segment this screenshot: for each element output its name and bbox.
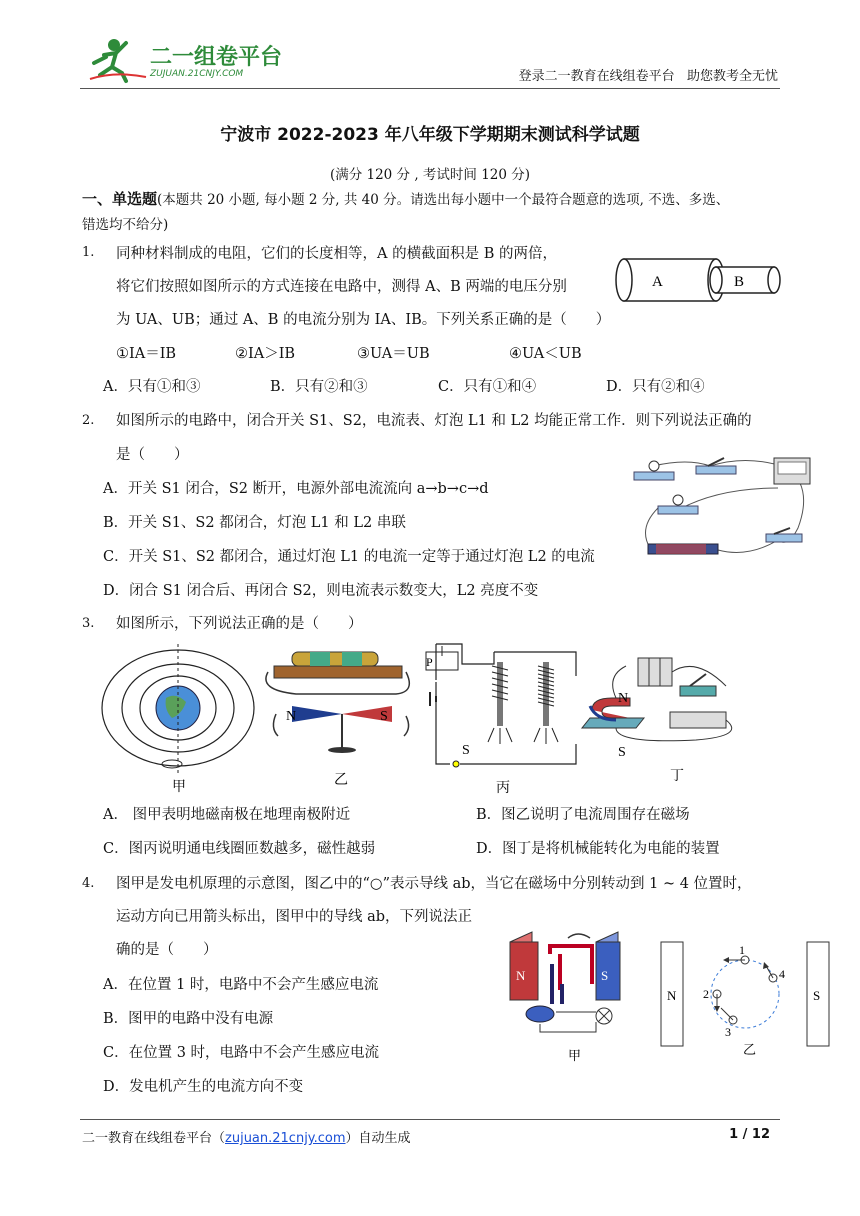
q3-stem-1: 如图所示，下列说法正确的是（ ）: [116, 616, 363, 632]
q2-number: 2.: [82, 413, 95, 428]
q4-option-d[interactable]: D．发电机产生的电流方向不变: [103, 1079, 304, 1095]
q1-statement-4: ④UA＜UB: [509, 346, 582, 362]
q1-stem-3: 为 UA、UB；通过 A、B 的电流分别为 IA、IB。下列关系正确的是（ ）: [116, 312, 611, 328]
q4-number: 4.: [82, 876, 95, 891]
motor-figure: [582, 658, 732, 741]
q4-pos-3: 3: [725, 1025, 731, 1039]
q3-switch-s: S: [462, 743, 470, 758]
q3-rheostat-p: P: [426, 655, 433, 669]
q1-statement-2: ②IA＞IB: [235, 346, 296, 362]
q2-option-c[interactable]: C．开关 S1、S2 都闭合，通过灯泡 L1 的电流一定等于通过灯泡 L2 的电流: [103, 549, 595, 565]
footer-rule: [80, 1119, 780, 1120]
q3-option-a[interactable]: A． 图甲表明地磁南极在地理南极附近: [103, 807, 351, 823]
q1-option-c[interactable]: C．只有①和④: [438, 379, 537, 395]
q4-yi-n: N: [667, 988, 677, 1003]
footer-left: [82, 1127, 411, 1146]
footer-prefix: 二一教育在线组卷平台（: [82, 1131, 226, 1146]
q3-option-b[interactable]: B．图乙说明了电流周围存在磁场: [476, 807, 690, 823]
q4-pos-1: 1: [739, 943, 745, 957]
footer-link[interactable]: zujuan.21cnjy.com: [225, 1131, 346, 1146]
logo-text: 二一组卷平台: [150, 45, 283, 70]
q2-option-a[interactable]: A．开关 S1 闭合，S2 断开，电源外部电流流向 a→b→c→d: [103, 481, 489, 497]
q3-option-d[interactable]: D．图丁是将机械能转化为电能的装置: [476, 841, 720, 857]
section-note: (本题共 20 小题, 每小题 2 分, 共 40 分。请选出每小题中一个最符合题意的选项, 不选、多选、: [157, 192, 730, 208]
q4-jia-n: N: [516, 968, 526, 983]
q3-number: 3.: [82, 616, 95, 631]
q4-stem-2: 运动方向已用箭头标出，图甲中的导线 ab，下列说法正: [116, 909, 473, 925]
q3-caption-4: 丁: [670, 769, 684, 784]
q1-resistor-figure: [612, 255, 782, 305]
q1-number: 1.: [82, 245, 95, 260]
header-slogan: 登录二一教育在线组卷平台 助您教考全无忧: [518, 69, 778, 84]
q2-option-b[interactable]: B．开关 S1、S2 都闭合，灯泡 L1 和 L2 串联: [103, 515, 406, 531]
q2-stem-2: 是（ ）: [116, 447, 189, 463]
q1-stem-2: 将它们按照如图所示的方式连接在电路中，测得 A、B 两端的电压分别: [116, 279, 567, 295]
q4-generator-figure: [500, 924, 650, 1064]
q1-label-b: B: [734, 274, 745, 290]
exam-title: 宁波市 2022-2023 年八年级下学期期末测试科学试题: [220, 125, 640, 145]
q4-option-c[interactable]: C．在位置 3 时，电路中不会产生感应电流: [103, 1045, 380, 1061]
q3-motor-n: N: [618, 691, 629, 706]
q3-caption-3: 丙: [496, 781, 510, 796]
q1-option-b[interactable]: B．只有②和③: [270, 379, 368, 395]
section-heading: 一、单选题: [82, 190, 158, 208]
q3-figures: [96, 636, 746, 796]
q3-caption-1: 甲: [172, 780, 186, 795]
q4-caption-1: 甲: [568, 1048, 582, 1063]
q3-option-c[interactable]: C．图丙说明通电线圈匝数越多，磁性越弱: [103, 841, 376, 857]
q2-option-d[interactable]: D．闭合 S1 闭合后、再闭合 S2，则电流表示数变大，L2 亮度不变: [103, 583, 539, 599]
q4-pos-2: 2: [703, 987, 709, 1001]
section-note-cont: 错选均不给分): [82, 217, 169, 233]
footer-suffix: ）自动生成: [345, 1131, 411, 1146]
q1-option-a[interactable]: A．只有①和③: [103, 379, 201, 395]
logo-subtext: ZUJUAN.21CNJY.COM: [150, 69, 244, 79]
q4-caption-2: 乙: [743, 1042, 757, 1057]
q3-oersted-n: N: [286, 709, 297, 724]
q1-statement-3: ③UA＝UB: [357, 346, 430, 362]
section-heading-row: [82, 188, 729, 209]
q4-pos-4: 4: [779, 967, 785, 981]
q1-statement-1: ①IA＝IB: [116, 346, 177, 362]
q4-rotation-figure: [655, 938, 835, 1058]
electromagnet-figure: [426, 644, 576, 767]
q2-stem-1: 如图所示的电路中，闭合开关 S1、S2，电流表、灯泡 L1 和 L2 均能正常工作．则下列说法正确的: [116, 413, 752, 429]
page-number: 1 / 12: [729, 1127, 770, 1142]
q4-stem-3: 确的是（ ）: [116, 942, 218, 958]
exam-subtitle: (满分 120 分 , 考试时间 120 分): [329, 167, 531, 183]
q3-motor-s: S: [618, 745, 626, 760]
q4-stem-1: 图甲是发电机原理的示意图，图乙中的“○”表示导线 ab，当它在磁场中分别转动到 1 ~ 4 位置时，: [116, 876, 752, 892]
q3-caption-2: 乙: [334, 773, 348, 788]
q4-jia-s: S: [601, 968, 609, 983]
q1-stem-1: 同种材料制成的电阻，它们的长度相等，A 的横截面积是 B 的两倍，: [116, 246, 557, 262]
q4-option-b[interactable]: B．图甲的电路中没有电源: [103, 1011, 274, 1027]
q2-circuit-figure: [628, 448, 818, 568]
q4-option-a[interactable]: A．在位置 1 时，电路中不会产生感应电流: [103, 977, 379, 993]
q1-label-a: A: [652, 274, 663, 290]
q1-option-d[interactable]: D．只有②和④: [606, 379, 705, 395]
earth-field-figure: [102, 644, 254, 776]
q4-yi-s: S: [813, 988, 821, 1003]
oersted-figure: [266, 652, 409, 753]
header-rule: [80, 88, 780, 89]
q3-oersted-s: S: [380, 709, 388, 724]
